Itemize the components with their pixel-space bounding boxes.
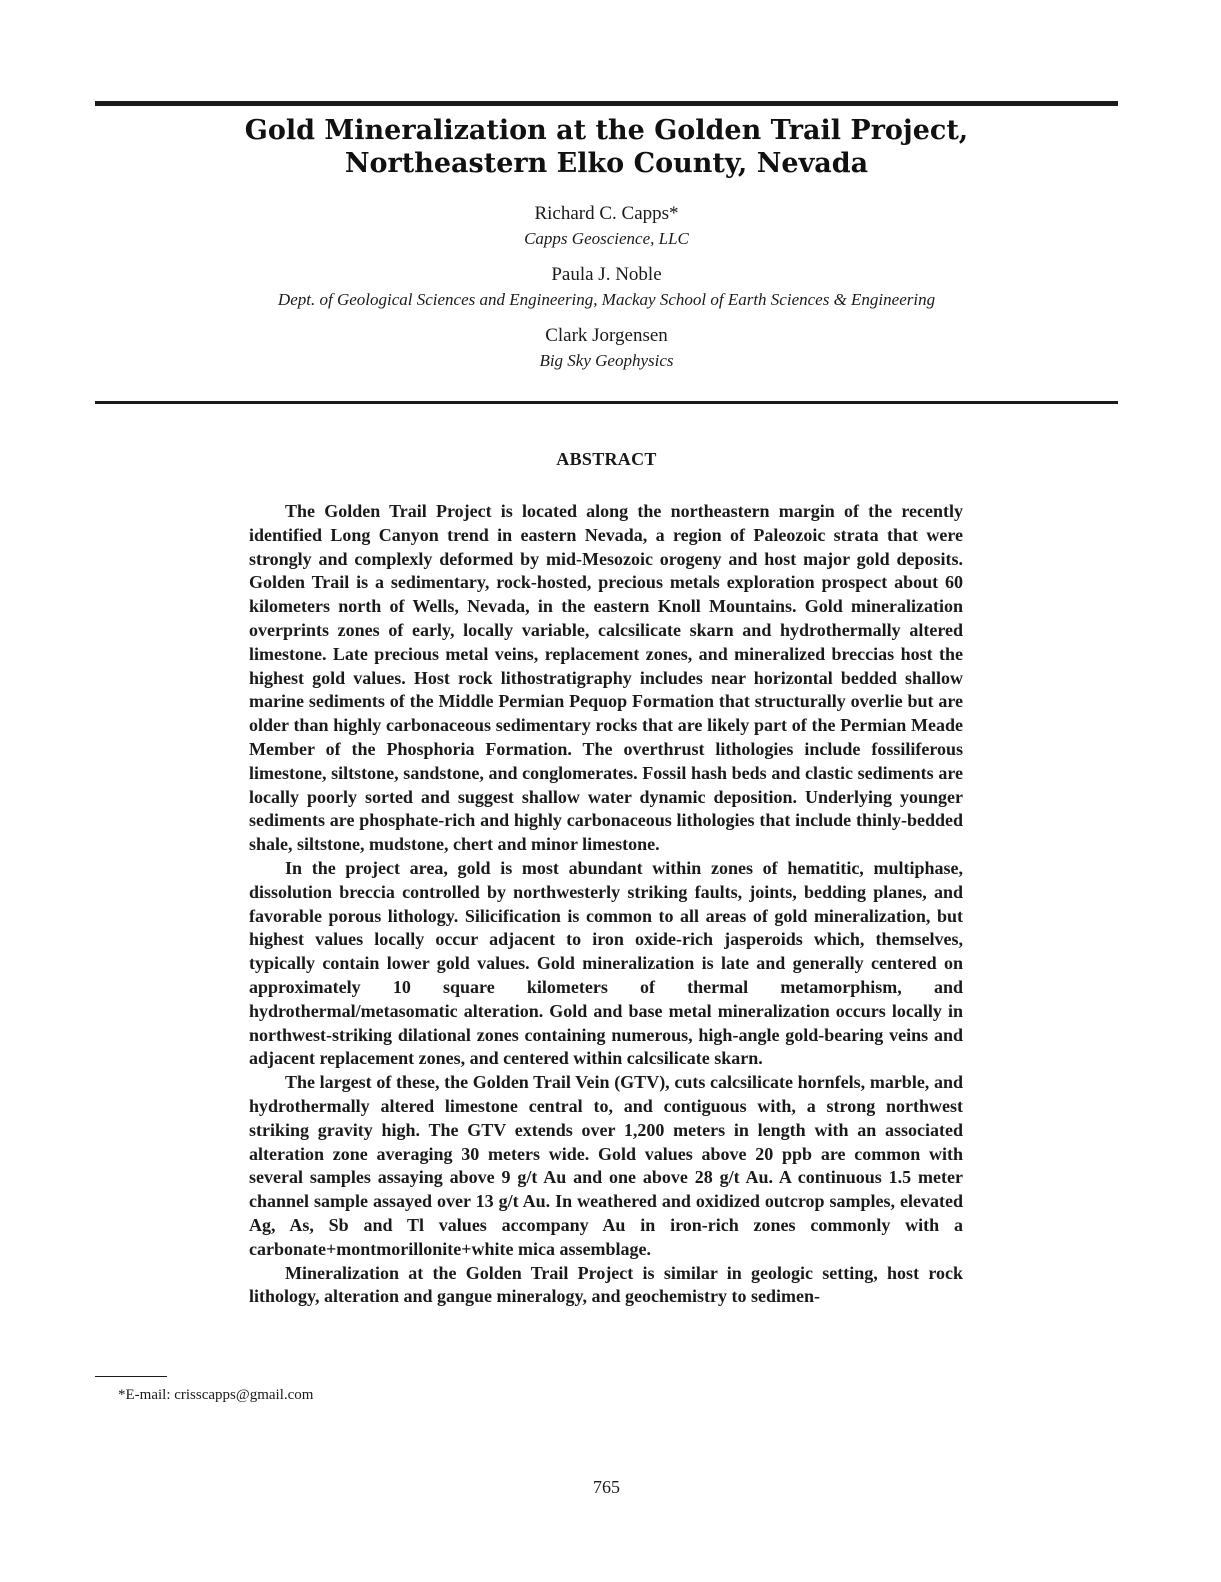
abstract-heading: ABSTRACT: [556, 449, 657, 469]
abstract-paragraph-2: In the project area, gold is most abundant within zones of hematitic, multiphase, dissolution breccia controlled by northwesterly striking faults, joints, bedding planes, and favorable porous lithology. Silicification is common to all areas of gold mineralization, but highest values locally occur adjacent to iron oxide-rich jasperoids which, themselves, typically contain lower gold values. Gold mineralization is late and generally centered on approximately 10 square kilometers of thermal metamorphism, and hydrothermal/metasomatic alteration. Gold and base metal mineralization occurs locally in northwest-striking dilational zones containing numerous, high-angle gold-bearing veins and adjacent replacement zones, and centered within calcsilicate skarn.: [249, 857, 963, 1069]
footnote-rule: [95, 1376, 167, 1377]
abstract-body: [249, 500, 963, 1309]
abstract-paragraph-3: The largest of these, the Golden Trail Vein (GTV), cuts calcsilicate hornfels, marble, and hydrothermally altered limestone central to, and contiguous with, a strong northwest striking gravity high. The GTV extends over 1,200 meters in length with an associated alteration zone averaging 30 meters wide. Gold values above 20 ppb are common with several samples assaying above 9 g/t Au and one above 28 g/t Au. A continuous 1.5 meter channel sample assayed over 13 g/t Au. In weathered and oxidized outcrop samples, elevated Ag, As, Sb and Tl values accompany Au in iron-rich zones commonly with a carbonate+montmorillonite+white mica assemblage.: [249, 1072, 963, 1259]
footnote-email: *E-mail: crisscapps@gmail.com: [118, 1387, 314, 1403]
author-name-3: Clark Jorgensen: [545, 325, 668, 346]
abstract-paragraph-4: Mineralization at the Golden Trail Project is similar in geologic setting, host rock lithology, alteration and gangue mineralogy, and geochemistry to sedimen-: [249, 1262, 963, 1307]
author-affiliation-3: Big Sky Geophysics: [539, 351, 674, 370]
author-affiliation-1: Capps Geoscience, LLC: [524, 229, 689, 248]
author-affiliation-2: Dept. of Geological Sciences and Engineering, Mackay School of Earth Sciences & Engineering: [277, 290, 936, 309]
author-name-2: Paula J. Noble: [551, 264, 662, 285]
paper-title: [95, 114, 1118, 180]
abstract-paragraph-1: The Golden Trail Project is located along the northeastern margin of the recently identified Long Canyon trend in eastern Nevada, a region of Paleozoic strata that were strongly and complexly deformed by mid-Mesozoic orogeny and host major gold deposits. Golden Trail is a sedimentary, rock-hosted, precious metals exploration prospect about 60 kilometers north of Wells, Nevada, in the eastern Knoll Mountains. Gold mineralization overprints zones of early, locally variable, calcsilicate skarn and hydrothermally altered limestone. Late precious metal veins, replacement zones, and mineralized breccias host the highest gold values. Host rock lithostratigraphy includes near horizontal bedded shallow marine sediments of the Middle Permian Pequop Formation that structurally overlie but are older than highly carbonaceous sedimentary rocks that are likely part of the Permian Meade Member of the Phosphoria Formation. The overthrust lithologies include fossiliferous limestone, siltstone, sandstone, and conglomerates. Fossil hash beds and clastic sediments are locally poorly sorted and suggest shallow water dynamic deposition. Underlying younger sediments are phosphate-rich and highly carbonaceous lithologies that include thinly-bedded shale, siltstone, mudstone, chert and minor limestone.: [249, 501, 963, 855]
title-line-2: Northeastern Elko County, Nevada: [344, 148, 869, 179]
author-block: [95, 201, 1118, 384]
title-line-1: Gold Mineralization at the Golden Trail Project,: [244, 115, 969, 146]
page-number: 765: [593, 1477, 620, 1497]
top-rule: [95, 101, 1118, 106]
header-bottom-rule: [95, 401, 1118, 404]
author-name-1: Richard C. Capps*: [534, 203, 679, 224]
